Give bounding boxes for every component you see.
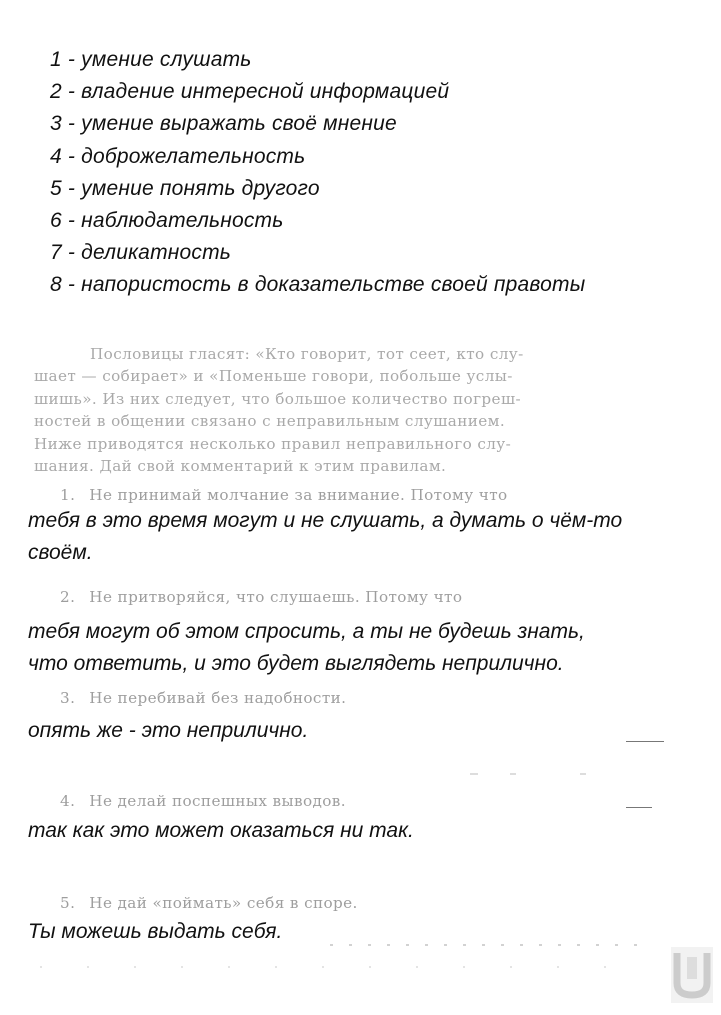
corner-logo-mark: [667, 943, 717, 1007]
quality-item: 1 - умение слушать: [50, 48, 252, 71]
blank-line: [626, 741, 664, 742]
intro-paragraph: Пословицы гласят: «Кто говорит, тот сеет, кто слу- шает — собирает» и «Поменьше говори, побольше услы- шишь». Из них следует, что большое количество погреш- ностей в общении связано с неправильным слушанием. Ниже приводятся несколько правил неправильного слу- шания. Дай свой комментарий к этим правилам.: [34, 345, 524, 476]
quality-item: 4 - доброжелательность: [50, 144, 306, 168]
scan-specks: [40, 966, 640, 968]
answer-3: опять же - это неприлично.: [28, 719, 309, 742]
answer-4: так как это может оказаться ни так.: [28, 819, 414, 842]
quality-item: 6 - наблюдательность: [50, 209, 284, 233]
answer-2: тебя могут об этом спросить, а ты не будешь знать, что ответить, и это будет выглядеть неприлично.: [28, 620, 585, 675]
rule-1: 1. Не принимай молчание за внимание. Потому что: [60, 486, 508, 504]
rule-2: 2. Не притворяйся, что слушаешь. Потому что: [60, 588, 463, 606]
quality-item: 8 - напористость в доказательстве своей правоты: [50, 273, 586, 297]
answer-5: Ты можешь выдать себя.: [28, 920, 283, 943]
quality-item: 7 - деликатность: [50, 241, 232, 265]
rule-3: 3. Не перебивай без надобности.: [60, 689, 347, 707]
scan-specks: [330, 944, 650, 946]
answer-1: тебя в это время могут и не слушать, а думать о чём-то своём.: [28, 509, 623, 564]
quality-item: 3 - умение выражать своё мнение: [50, 112, 397, 136]
qualities-list: [50, 44, 585, 302]
quality-item: 5 - умение понять другого: [50, 176, 320, 200]
quality-item: 2 - владение интересной информацией: [50, 80, 450, 104]
rule-5: 5. Не дай «поймать» себя в споре.: [60, 894, 358, 912]
rule-4: 4. Не делай поспешных выводов.: [60, 792, 346, 810]
blank-line: [626, 807, 652, 808]
scan-specks: [470, 773, 660, 775]
